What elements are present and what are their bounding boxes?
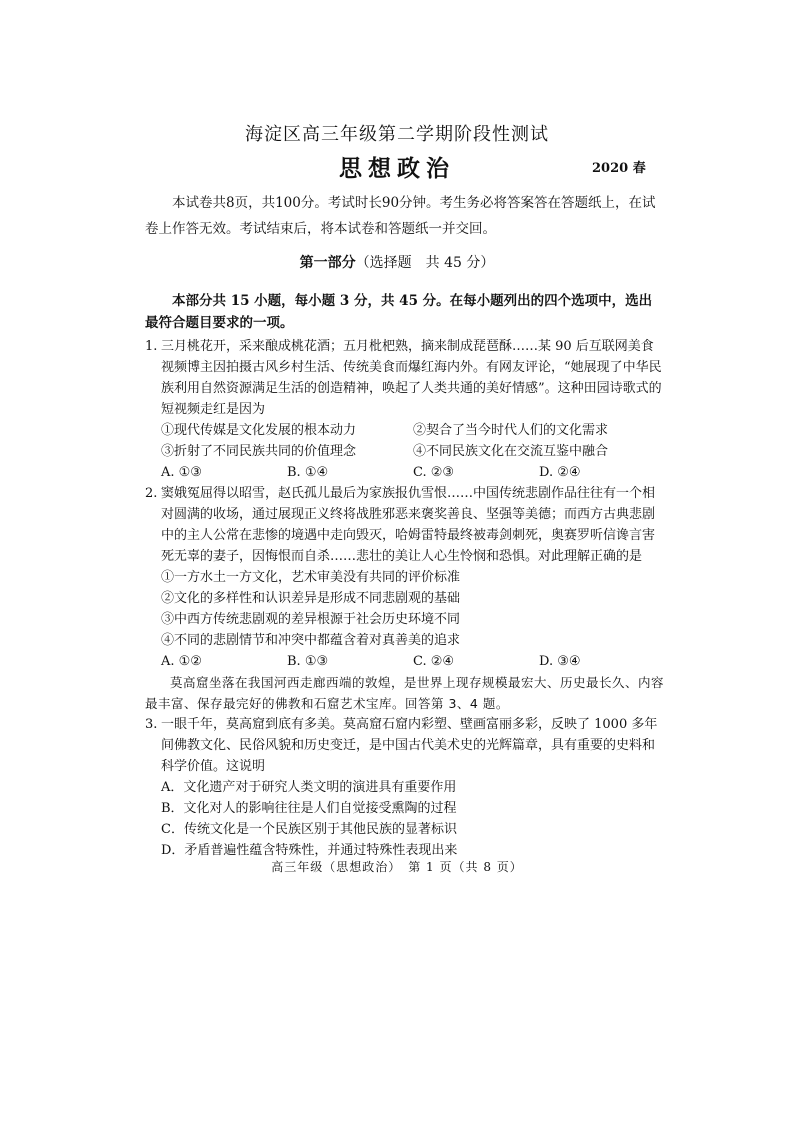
- exam-intro: [145, 190, 665, 242]
- statement-item: ④不同的悲剧情节和冲突中都蕴含着对真善美的追求: [161, 633, 461, 648]
- statement-item: ①一方水土一方文化，艺术审美没有共同的评价标准: [161, 570, 461, 585]
- statement-item: ②契合了当今时代人们的文化需求: [413, 423, 609, 438]
- page-footer: 高三年级（思想政治） 第 1 页（共 8 页）: [271, 860, 523, 874]
- question-stem: 一眼千年，莫高窟到底有多美。莫高窟石窟内彩塑、壁画富丽多彩，反映了 1000 多年间佛教文化、民俗风貌和历史变迁，是中国古代美术史的光辉篇章，具有重要的史料和科学价值。这说明: [161, 717, 658, 774]
- exam-year: 2020 春: [592, 161, 646, 176]
- statement-item: ②文化的多样性和认识差异是形成不同悲剧观的基础: [161, 591, 461, 606]
- exam-title: 海淀区高三年级第二学期阶段性测试: [245, 124, 549, 145]
- question-1: [145, 336, 665, 483]
- option-row: [161, 462, 665, 483]
- question-number: 3.: [145, 717, 158, 732]
- intro-text: 本试卷共8页，共100分。考试时长90分钟。考生务必将答案答在答题纸上，在试卷上作答无效。考试结束后，将本试卷和答题纸一并交回。: [145, 195, 656, 237]
- part-instructions: [145, 290, 665, 334]
- question-2: [145, 483, 665, 672]
- statement-item: ④不同民族文化在交流互鉴中融合: [413, 444, 609, 459]
- part-detail: （选择题 共 45 分）: [355, 255, 495, 271]
- option-d: D. ②④: [539, 465, 581, 480]
- instructions-text: 本部分共 15 小题，每小题 3 分，共 45 分。在每小题列出的四个选项中，选出最符合题目要求的一项。: [145, 293, 653, 331]
- option-c: C. ②③: [413, 465, 455, 480]
- question-stem: 三月桃花开，采来酿成桃花酒；五月枇杷熟，摘来制成琵琶酥……某 90 后互联网美食视频博主因拍摄古风乡村生活、传统美食而爆红海内外。有网友评论，“她展现了中华民族利用自然资源满足生活的创造精神，唤起了人类共通的美好情感”。这种田园诗歌式的短视频走红是因为: [161, 339, 662, 417]
- question-number: 2.: [145, 486, 158, 501]
- option-a: A. ①②: [161, 654, 202, 669]
- option-a: A．文化遗产对于研究人类文明的演进具有重要作用: [161, 780, 457, 795]
- option-a: A. ①③: [161, 465, 202, 480]
- option-d: D．矛盾普遍性蕴含特殊性，并通过特殊性表现出来: [161, 843, 458, 858]
- statement-row: [161, 420, 665, 441]
- question-number: 1.: [145, 339, 158, 354]
- reading-material: 莫高窟坐落在我国河西走廊西端的敦煌，是世界上现存规模最宏大、历史最长久、内容最丰富、保存最完好的佛教和石窟艺术宝库。回答第 3、4 题。: [145, 675, 665, 711]
- statement-item: ③中西方传统悲剧观的差异根源于社会历史环境不同: [161, 612, 461, 627]
- statement-item: ①现代传媒是文化发展的根本动力: [161, 423, 357, 438]
- option-b: B. ①④: [287, 465, 329, 480]
- statement-item: ③折射了不同民族共同的价值理念: [161, 444, 357, 459]
- option-c: C. ②④: [413, 654, 455, 669]
- question-3: [145, 714, 665, 861]
- question-stem: 窦娥冤屈得以昭雪，赵氏孤儿最后为家族报仇雪恨……中国传统悲剧作品往往有一个相对圆满的收场，通过展现正义终将战胜邪恶来褒奖善良、坚强等美德；而西方古典悲剧中的主人公常在悲惨的境遇中走向毁灭，哈姆雷特最终被毒剑刺死，奥赛罗听信谗言害死无辜的妻子，因悔恨而自杀……悲壮的美让人心生怜悯和恐惧。对此理解正确的是: [161, 486, 656, 564]
- option-d: D. ③④: [539, 654, 581, 669]
- part-heading: [0, 252, 794, 272]
- option-b: B. ①③: [287, 654, 329, 669]
- option-row: [161, 651, 665, 672]
- option-b: B．文化对人的影响往往是人们自觉接受熏陶的过程: [161, 801, 457, 816]
- statement-row: [161, 441, 665, 462]
- part-name: 第一部分: [299, 255, 356, 271]
- subject-title: 思想政治: [339, 155, 455, 182]
- option-c: C．传统文化是一个民族区别于其他民族的显著标识: [161, 822, 457, 837]
- question-list: [145, 336, 665, 861]
